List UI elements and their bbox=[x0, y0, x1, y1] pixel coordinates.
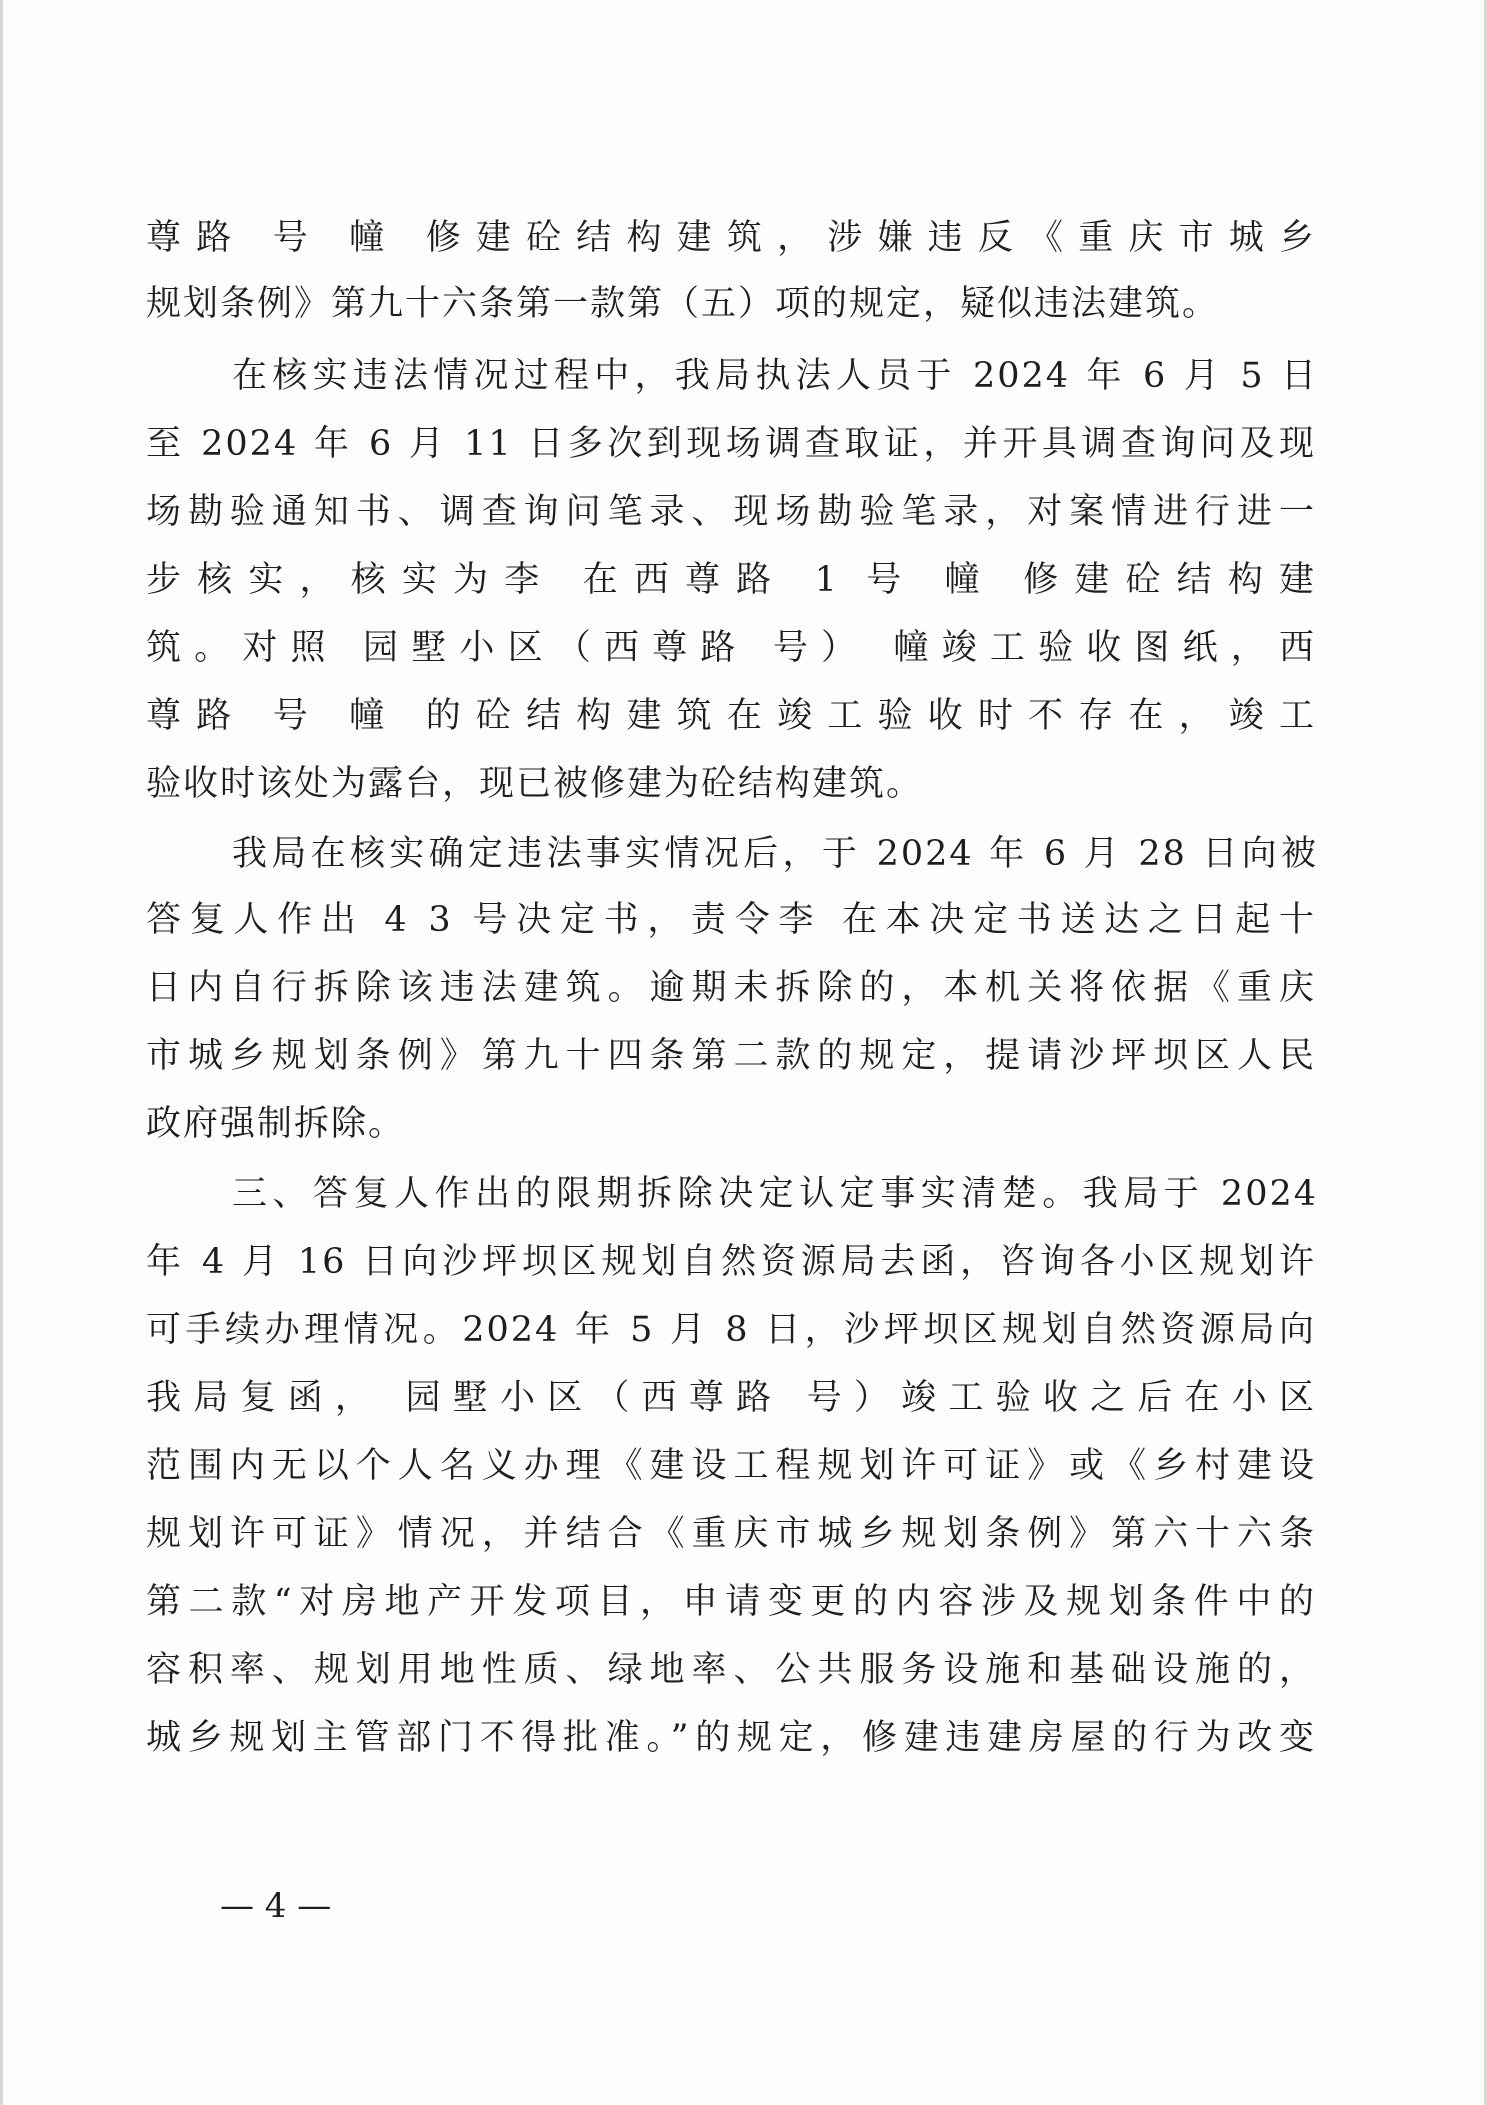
scan-edge-left bbox=[0, 0, 3, 2105]
text-line: 日内自行拆除该违法建筑。逾期未拆除的，本机关将依据《重庆 bbox=[146, 968, 1316, 1008]
text-line: 在核实违法情况过程中，我局执法人员于 2024 年 6 月 5 日 bbox=[232, 356, 1318, 396]
text-line: 验收时该处为露台，现已被修建为砼结构建筑。 bbox=[146, 764, 924, 804]
text-line: 我局复函， 园墅小区（西尊路 号）竣工验收之后在小区 bbox=[146, 1378, 1316, 1418]
text-line: 尊路 号 幢 修建砼结构建筑，涉嫌违反《重庆市城乡 bbox=[146, 218, 1316, 258]
text-line: 我局在核实确定违法事实情况后，于 2024 年 6 月 28 日向被 bbox=[232, 834, 1318, 874]
text-line: 容积率、规划用地性质、绿地率、公共服务设施和基础设施的， bbox=[146, 1650, 1316, 1690]
text-line: 市城乡规划条例》第九十四条第二款的规定，提请沙坪坝区人民 bbox=[146, 1036, 1316, 1076]
text-line: 筑。对照 园墅小区（西尊路 号） 幢竣工验收图纸，西 bbox=[146, 628, 1316, 668]
text-line: 范围内无以个人名义办理《建设工程规划许可证》或《乡村建设 bbox=[146, 1446, 1316, 1486]
text-line: 政府强制拆除。 bbox=[146, 1104, 406, 1144]
page-number: — 4 — bbox=[220, 1886, 332, 1926]
text-line: 第二款“对房地产开发项目，申请变更的内容涉及规划条件中的 bbox=[146, 1582, 1316, 1622]
text-line: 至 2024 年 6 月 11 日多次到现场调查取证，并开具调查询问及现 bbox=[146, 424, 1316, 464]
text-line: 规划条例》第九十六条第一款第（五）项的规定，疑似违法建筑。 bbox=[146, 284, 1220, 324]
text-line: 年 4 月 16 日向沙坪坝区规划自然资源局去函，咨询各小区规划许 bbox=[146, 1242, 1316, 1282]
text-line: 步核实，核实为李 在西尊路 1 号 幢 修建砼结构建 bbox=[146, 560, 1316, 600]
text-line: 场勘验通知书、调查询问笔录、现场勘验笔录，对案情进行进一 bbox=[146, 492, 1316, 532]
text-line: 规划许可证》情况，并结合《重庆市城乡规划条例》第六十六条 bbox=[146, 1514, 1316, 1554]
text-line: 答复人作出 4 3 号决定书，责令李 在本决定书送达之日起十 bbox=[146, 900, 1316, 940]
text-line: 三、答复人作出的限期拆除决定认定事实清楚。我局于 2024 bbox=[232, 1174, 1318, 1214]
text-line: 尊路 号 幢 的砼结构建筑在竣工验收时不存在，竣工 bbox=[146, 696, 1316, 736]
text-line: 城乡规划主管部门不得批准。”的规定，修建违建房屋的行为改变 bbox=[146, 1718, 1316, 1758]
text-line: 可手续办理情况。2024 年 5 月 8 日，沙坪坝区规划自然资源局向 bbox=[146, 1310, 1316, 1350]
